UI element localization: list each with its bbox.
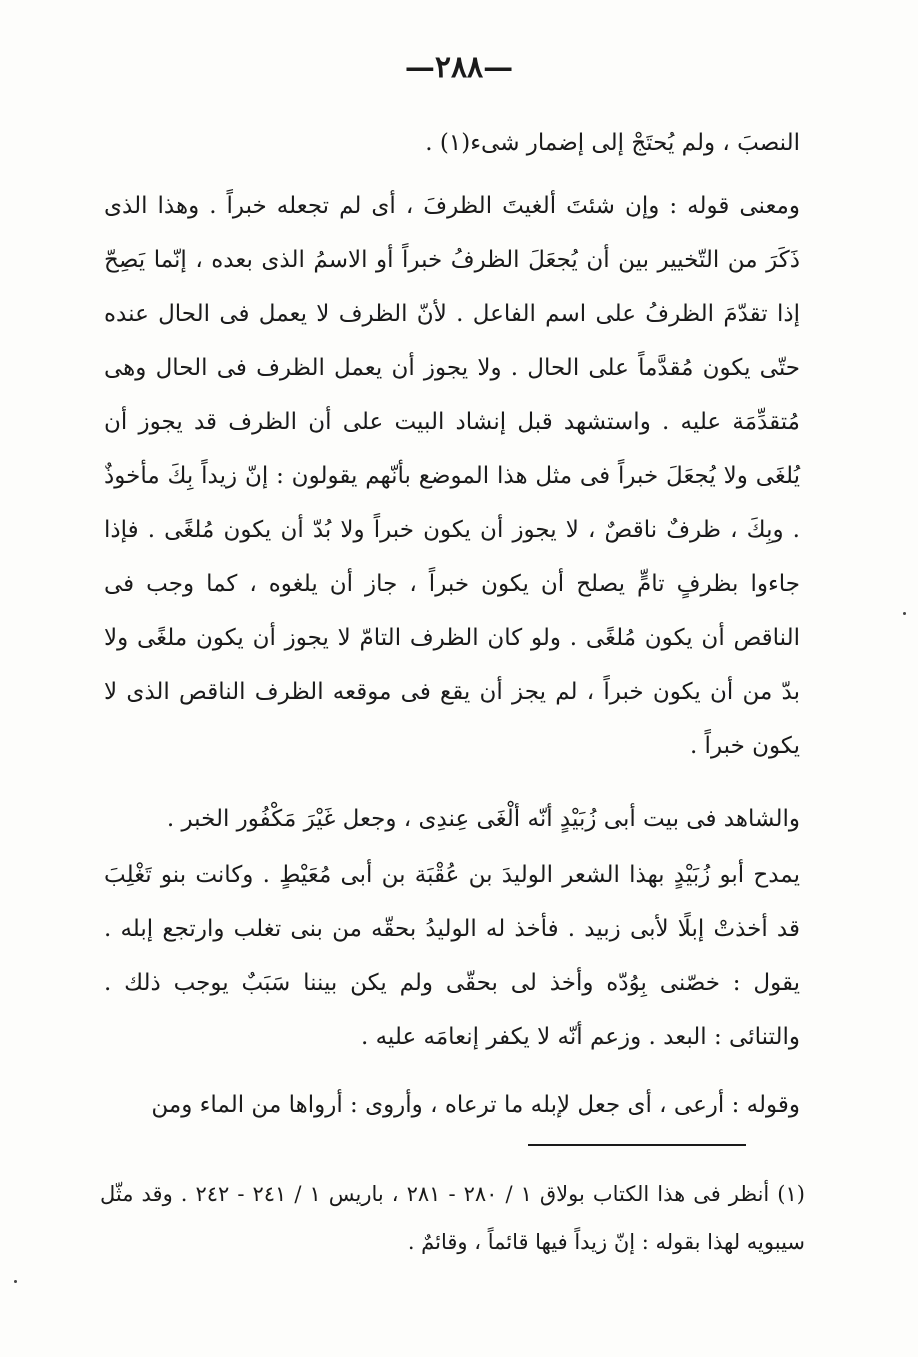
paragraph-witness: والشاهد فى بيت أبى زُبَيْدٍ أنّه ألْغَى عِندِى ، وجعل غَيْرَ مَكْفُور الخبر . xyxy=(166,806,800,832)
paragraph-gloss: وقوله : أرعى ، أى جعل لإبله ما ترعاه ، وأروى : أرواها من الماء ومن xyxy=(151,1092,800,1118)
paragraph-continuation: النصبَ ، ولم يُحتَجْ إلى إضمار شىء(١) . xyxy=(425,130,800,156)
paragraph-context: يمدح أبو زُبَيْدٍ بهذا الشعر الوليدَ بن عُقْبَة بن أبى مُعَيْطٍ . وكانت بنو تَغْلِبَ قد أخذتْ إبلًا لأبى زبيد . فأخذ له الوليدُ بحقّه من بنى تغلب وارتجع إبله . يقول : خصّنى بِوُدّه وأخذ لى بحقّى ولم يكن بيننا سَبَبٌ يوجب ذلك . والتنائى : البعد . وزعم أنّه لا يكفر إنعامَه عليه . xyxy=(104,862,800,1050)
page-number: —٢٨٨— xyxy=(404,50,514,85)
footnote: (١) أنظر فى هذا الكتاب بولاق ١ / ٢٨٠ - ٢٨١ ، باريس ١ / ٢٤١ - ٢٤٢ . وقد مثّل سيبويه لهذا بقوله : إنّ زيداً فيها قائماً ، وقائمٌ . xyxy=(100,1182,805,1254)
footnote-divider xyxy=(528,1144,746,1146)
scan-speck xyxy=(14,1280,17,1283)
scan-speck xyxy=(903,612,906,615)
paragraph-explanation: ومعنى قوله : وإن شئتَ ألغيتَ الظرفَ ، أى لم تجعله خبراً . وهذا الذى ذَكَرَ من التّخيير بين أن يُجعَلَ الظرفُ خبراً أو الاسمُ الذى بعده ، إنّما يَصِحّ إذا تقدّمَ الظرفُ على اسم الفاعل . لأنّ الظرف لا يعمل فى الحال عنده حتّى يكون مُقدَّماً على الحال . ولا يجوز أن يعمل الظرف فى الحال وهى مُتقدِّمَة عليه . واستشهد قبل إنشاد البيت على أن الظرف قد يجوز أن يُلغَى ولا يُجعَلَ خبراً فى مثل هذا الموضع بأنّهم يقولون : إنّ زيداً بِكَ مأخوذٌ . وبِكَ ، ظرفٌ ناقصٌ ، لا يجوز أن يكون خبراً ولا بُدّ أن يكون مُلغًى . فإذا جاءوا بظرفٍ تامٍّ يصلح أن يكون خبراً ، جاز أن يلغوه ، كما وجب فى الناقص أن يكون مُلغًى . ولو كان الظرف التامّ لا يجوز أن يكون ملغًى ولا بدّ من أن يكون خبراً ، لم يجز أن يقع فى موقعه الظرف الناقص الذى لا يكون خبراً . xyxy=(104,193,801,759)
